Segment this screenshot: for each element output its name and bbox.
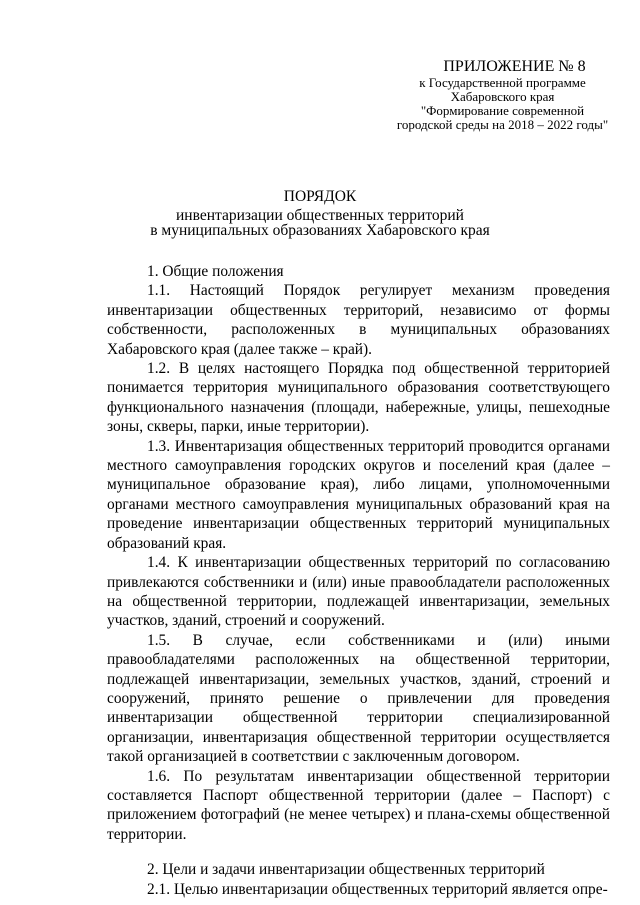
document-subtitle: инвентаризации общественных территорий xyxy=(176,207,464,224)
appendix-header xyxy=(390,58,615,132)
paragraph: 1.3. Инвентаризация общественных территорий проводится органами местного самоуправления городских округов и поселений края (далее – муниципальное образование края), либо лицами, уполномоченными органами местного самоуправления муниципальных образований края на проведение инвентаризации общественных территорий муниципальных образований края. xyxy=(107,437,610,552)
paragraph: 1.1. Настоящий Порядок регулирует механизм проведения инвентаризации общественных территорий, независимо от формы собственности, расположенных в муниципальных образованиях Хабаровского края (далее также – край). xyxy=(107,282,610,358)
paragraph: 1.5. В случае, если собственниками и (или) иными правообладателями расположенных на общественной территории, подлежащей инвентаризации, земельных участков, зданий, строений и сооружений, принято решение о привлечении для проведения инвентаризации общественной территории специализированной организации, инвентаризация общественной территории осуществляется такой организацией в соответствии с заключенным договором. xyxy=(107,631,610,766)
section-title: 2. Цели и задачи инвентаризации общественных территорий xyxy=(147,861,545,879)
section-title: 1. Общие положения xyxy=(147,263,284,280)
appendix-title: ПРИЛОЖЕНИЕ № 8 xyxy=(443,58,586,75)
appendix-line: к Государственной программе xyxy=(419,75,586,90)
paragraph: 1.4. К инвентаризации общественных территорий по согласованию привлекаются собственники и (или) иные правообладатели расположенных на общественной территории, подлежащей инвентаризации, земельных участков, зданий, строений и сооружений. xyxy=(107,554,610,630)
paragraph: 1.6. По результатам инвентаризации общественной территории составляется Паспорт общественной территории (далее – Паспорт) с приложением фотографий (не менее четырех) и плана-схемы общественной территории. xyxy=(107,767,610,843)
document-subtitle: в муниципальных образованиях Хабаровского края xyxy=(150,222,490,239)
appendix-line: городской среды на 2018 – 2022 годы" xyxy=(396,117,609,132)
appendix-line: "Формирование современной xyxy=(420,103,585,118)
paragraph: 1.2. В целях настоящего Порядка под общественной территорией понимается территория муниципального образования соответствующего функционального назначения (площади, набережные, улицы, пешеходные зоны, скверы, парки, иные территории). xyxy=(107,360,610,436)
appendix-line: Хабаровского края xyxy=(450,89,555,104)
document-title: ПОРЯДОК xyxy=(283,188,357,205)
document-body xyxy=(107,262,610,899)
paragraph: 2.1. Целью инвентаризации общественных территорий является опре- xyxy=(147,880,608,898)
